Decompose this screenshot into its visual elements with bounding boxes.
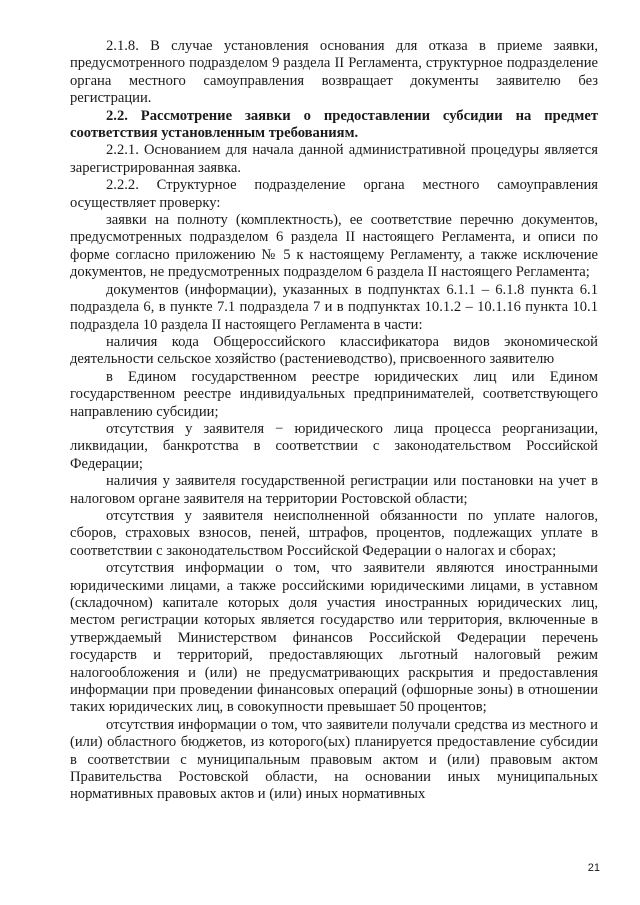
paragraph-2-2-1: 2.2.1. Основанием для начала данной административной процедуры является зарегистрированная заявка. — [70, 142, 598, 176]
check-item-registration: наличия у заявителя государственной регистрации или постановки на учет в налоговом органе заявителя на территории Ростовской области; — [70, 473, 598, 507]
page-number: 21 — [587, 862, 600, 874]
check-item-okved-code: наличия кода Общероссийского классификатора видов экономической деятельности сельское хозяйство (растениеводство), присвоенного заявителю — [70, 333, 598, 368]
paragraph-2-1-8: 2.1.8. В случае установления основания для отказа в приеме заявки, предусмотренного подразделом 9 раздела II Регламента, структурное подразделение органа местного самоуправления возвращает документы заявителю без регистрации. — [70, 38, 598, 107]
check-item-documents: документов (информации), указанных в подпунктах 6.1.1 – 6.1.8 пункта 6.1 подраздела 6, в пункте 7.1 подраздела 7 и в подпунктах 10.1.2 – 10.1.16 пункта 10.1 подраздела 10 раздела II настоящего Регламента в части: — [70, 281, 598, 333]
check-item-no-budget-funds: отсутствия информации о том, что заявители получали средства из местного и (или) областного бюджетов, из которого(ых) планируется предоставление субсидии в соответствии с муниципальным правовым актом и (или) правовым актом Правительства Ростовской области, на основании иных муниципальных нормативных правовых актов и (или) иных нормативных — [70, 716, 598, 803]
check-item-no-tax-debt: отсутствия у заявителя неисполненной обязанности по уплате налогов, сборов, страховых взносов, пеней, штрафов, процентов, подлежащих уплате в соответствии с законодательством Российской Федерации о налогах и сборах; — [70, 507, 598, 559]
paragraph-2-2-2: 2.2.2. Структурное подразделение органа местного самоуправления осуществляет проверку: — [70, 177, 598, 211]
check-item-registry: в Едином государственном реестре юридических лиц или Едином государственном реестре индивидуальных предпринимателей, соответствующего направлению субсидии; — [70, 368, 598, 420]
document-body — [70, 38, 598, 804]
check-item-no-foreign-entity: отсутствия информации о том, что заявители являются иностранными юридическими лицами, а также российскими юридическими лицами, в уставном (складочном) капитале которых доля участия иностранных юридических лиц, местом регистрации которых является государство или территория, включенные в утверждаемый Министерством финансов Российской Федерации перечень государств и территорий, предоставляющих льготный налоговый режим налогообложения и (или) не предусматривающих раскрытия и предоставления информации при проведении финансовых операций (офшорные зоны) в отношении таких юридических лиц, в совокупности превышает 50 процентов; — [70, 560, 598, 716]
check-item-completeness: заявки на полноту (комплектность), ее соответствие перечню документов, предусмотренных подразделом 6 раздела II настоящего Регламента, и описи по форме согласно приложению № 5 к настоящему Регламенту, а также исключение документов, не предусмотренных подразделом 6 раздела II настоящего Регламента; — [70, 212, 598, 281]
check-item-no-reorganization: отсутствия у заявителя − юридического лица процесса реорганизации, ликвидации, банкротства в соответствии с законодательством Российской Федерации; — [70, 420, 598, 472]
section-heading-2-2: 2.2. Рассмотрение заявки о предоставлении субсидии на предмет соответствия установленным требованиям. — [70, 107, 598, 142]
